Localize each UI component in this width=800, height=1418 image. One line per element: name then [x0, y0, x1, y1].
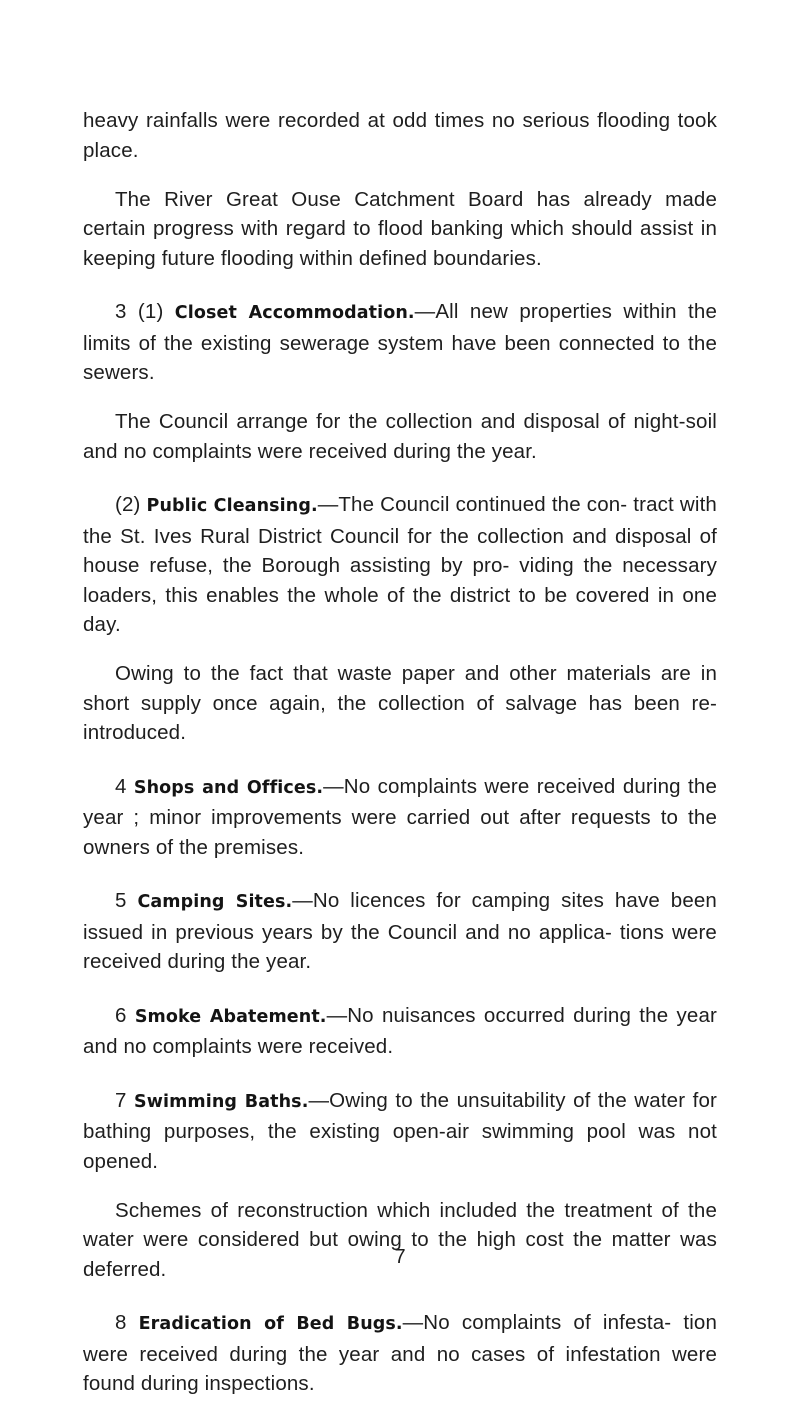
section-heading: Public Cleansing.	[146, 496, 318, 516]
paragraph-text: —No licences for camping sites have been issued in previous years by the Council and no applica- tions were received during the year.	[83, 889, 717, 973]
paragraph-text: —No complaints of infesta- tion were received during the year and no cases of infestation were found during inspections.	[83, 1311, 717, 1395]
section-heading: Closet Accommodation.	[174, 303, 415, 323]
section-number: 7	[115, 1088, 127, 1112]
paragraph-text: —All new properties within the limits of the existing sewerage system have been connected to the sewers.	[83, 300, 717, 384]
page-number: 7	[394, 1246, 406, 1268]
paragraph-text: Schemes of reconstruction which included the treatment of the water were considered but owing to the high cost the matter was deferred.	[83, 1198, 717, 1281]
paragraph-flooding-continued	[83, 106, 717, 165]
section-swimming-baths	[83, 1086, 717, 1177]
document-body	[83, 106, 717, 1418]
section-number: 8	[115, 1311, 127, 1334]
paragraph-reconstruction	[83, 1196, 717, 1285]
section-camping-sites	[83, 886, 717, 977]
section-heading: Camping Sites.	[137, 892, 293, 912]
section-number: 6	[115, 1003, 127, 1027]
section-number: 5	[115, 889, 127, 912]
section-number: 4	[115, 774, 127, 798]
paragraph-text: —No nuisances occurred during the year and no complaints were received.	[83, 1003, 717, 1058]
paragraph-text: —Owing to the unsuitability of the water for bathing purposes, the existing open-air swimming pool was not opened.	[83, 1088, 717, 1173]
paragraph-salvage	[83, 659, 717, 748]
section-heading: Smoke Abatement.	[134, 1006, 327, 1027]
section-bed-bugs	[83, 1308, 717, 1399]
section-heading: Eradication of Bed Bugs.	[138, 1314, 403, 1334]
section-shops-offices	[83, 772, 717, 863]
paragraph-text: Owing to the fact that waste paper and other materials are in short supply once again, the collection of salvage has been re-introduced.	[83, 662, 717, 744]
paragraph-text: —No complaints were received during the year ; minor improvements were carried out after requests to the owners of the premises.	[83, 774, 717, 859]
section-smoke-abatement	[83, 1001, 717, 1062]
paragraph-text: —The Council continued the con- tract with the St. Ives Rural District Council for the collection and disposal of house refuse, the Borough assisting by pro- viding the necessary loaders, this enables the whole of the district to be covered in one day.	[83, 493, 717, 636]
paragraph-text: heavy rainfalls were recorded at odd times no serious flooding took place.	[83, 109, 717, 162]
paragraph-text: The River Great Ouse Catchment Board has already made certain progress with regard to flood banking which should assist in keeping future flooding within defined boundaries.	[83, 187, 717, 270]
section-public-cleansing	[83, 490, 717, 640]
section-heading: Swimming Baths.	[134, 1091, 309, 1112]
paragraph-catchment-board	[83, 185, 717, 274]
paragraph-night-soil	[83, 407, 717, 466]
section-heading: Shops and Offices.	[133, 777, 324, 798]
paragraph-text: The Council arrange for the collection and disposal of night-soil and no complaints were received during the year.	[83, 410, 717, 463]
section-number: 3 (1)	[115, 300, 164, 323]
section-number: (2)	[115, 493, 141, 516]
section-closet-accommodation	[83, 297, 717, 388]
